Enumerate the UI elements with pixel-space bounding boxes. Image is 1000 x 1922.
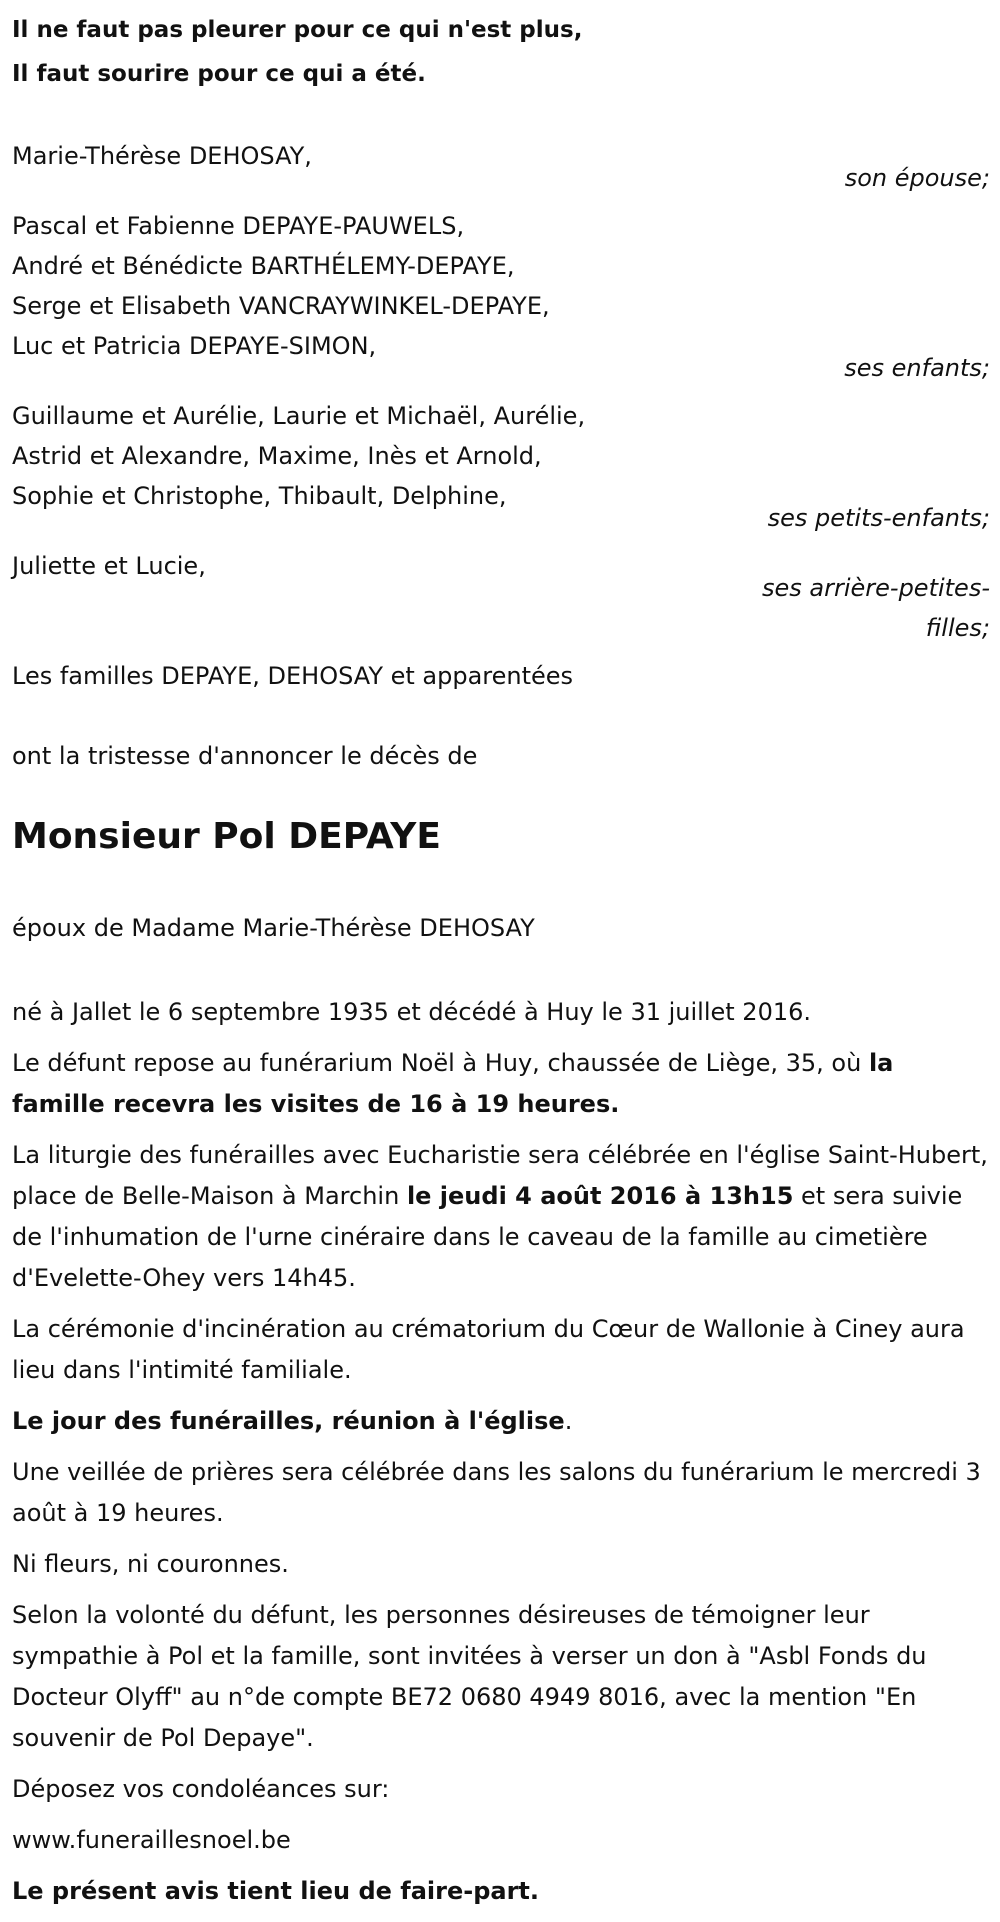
funeral-date: le jeudi 4 août 2016 à 13h15 bbox=[406, 1182, 794, 1210]
closing-paragraph bbox=[12, 1871, 990, 1912]
liturgy-text: La liturgie des funérailles avec Eucharistie sera célébrée en l'église Saint-Hubert, place de Belle-Maison à Marchin bbox=[12, 1141, 988, 1210]
family-group-children bbox=[12, 206, 990, 394]
family-group-grandchildren bbox=[12, 396, 990, 544]
condolences-paragraph: Déposez vos condoléances sur: bbox=[12, 1775, 390, 1803]
vigil-paragraph: Une veillée de prières sera célébrée dans les salons du funérarium le mercredi 3 août à 19 heures. bbox=[12, 1458, 981, 1527]
quote-line-1: Il ne faut pas pleurer pour ce qui n'est plus, bbox=[12, 17, 583, 43]
family-name: Luc et Patricia DEPAYE-SIMON, bbox=[12, 332, 377, 360]
cremation-paragraph: La cérémonie d'incinération au crématorium du Cœur de Wallonie à Ciney aura lieu dans l'intimité familiale. bbox=[12, 1315, 965, 1384]
family-name: Marie-Thérèse DEHOSAY, bbox=[12, 142, 312, 170]
family-name: Pascal et Fabienne DEPAYE-PAUWELS, bbox=[12, 212, 465, 240]
family-name: Serge et Elisabeth VANCRAYWINKEL-DEPAYE, bbox=[12, 292, 550, 320]
family-name: Guillaume et Aurélie, Laurie et Michaël, Aurélie, bbox=[12, 402, 586, 430]
visits-hours: la famille recevra les visites de 16 à 19 heures. bbox=[12, 1049, 894, 1118]
flowers-paragraph: Ni fleurs, ni couronnes. bbox=[12, 1550, 289, 1578]
meeting-text: Le jour des funérailles, réunion à l'église bbox=[12, 1407, 565, 1435]
family-group-great-grandchildren bbox=[12, 546, 990, 654]
birth-death-paragraph: né à Jallet le 6 septembre 1935 et décédé à Huy le 31 juillet 2016. bbox=[12, 998, 812, 1026]
family-role: ses arrière-petites-filles; bbox=[762, 574, 990, 642]
family-role: ses enfants; bbox=[844, 354, 990, 382]
family-role: son épouse; bbox=[844, 164, 990, 192]
family-role: ses petits-enfants; bbox=[767, 504, 990, 532]
family-name: Astrid et Alexandre, Maxime, Inès et Arnold, bbox=[12, 442, 542, 470]
donation-paragraph: Selon la volonté du défunt, les personnes désireuses de témoigner leur sympathie à Pol et la famille, sont invitées à verser un don à "Asbl Fonds du Docteur Olyff" au n°de compte BE72 0680 4949 8016, avec la mention "En souvenir de Pol Depaye". bbox=[12, 1601, 927, 1752]
family-name: Juliette et Lucie, bbox=[12, 552, 206, 580]
meeting-paragraph bbox=[12, 1401, 990, 1442]
rest-text: Le défunt repose au funérarium Noël à Huy, chaussée de Liège, 35, où bbox=[12, 1049, 869, 1077]
family-name: André et Bénédicte BARTHÉLEMY-DEPAYE, bbox=[12, 252, 515, 280]
quote-line-2: Il faut sourire pour ce qui a été. bbox=[12, 61, 426, 87]
families-line: Les familles DEPAYE, DEHOSAY et apparentées bbox=[12, 662, 574, 690]
family-name: Sophie et Christophe, Thibault, Delphine, bbox=[12, 482, 507, 510]
website-link[interactable]: www.funeraillesnoel.be bbox=[12, 1826, 291, 1854]
closing-text: Le présent avis tient lieu de faire-part. bbox=[12, 1877, 540, 1905]
spouse-line: époux de Madame Marie-Thérèse DEHOSAY bbox=[12, 914, 535, 942]
announce-line: ont la tristesse d'annoncer le décès de bbox=[12, 742, 478, 770]
family-group-spouse bbox=[12, 136, 990, 204]
deceased-name: Monsieur Pol DEPAYE bbox=[12, 816, 441, 857]
meeting-period: . bbox=[564, 1407, 573, 1435]
rest-paragraph bbox=[12, 1043, 990, 1125]
liturgy-paragraph bbox=[12, 1135, 990, 1299]
liturgy-text-end: et sera suivie de l'inhumation de l'urne cinéraire dans le caveau de la famille au cimetière d'Evelette-Ohey vers 14h45. bbox=[12, 1182, 963, 1292]
